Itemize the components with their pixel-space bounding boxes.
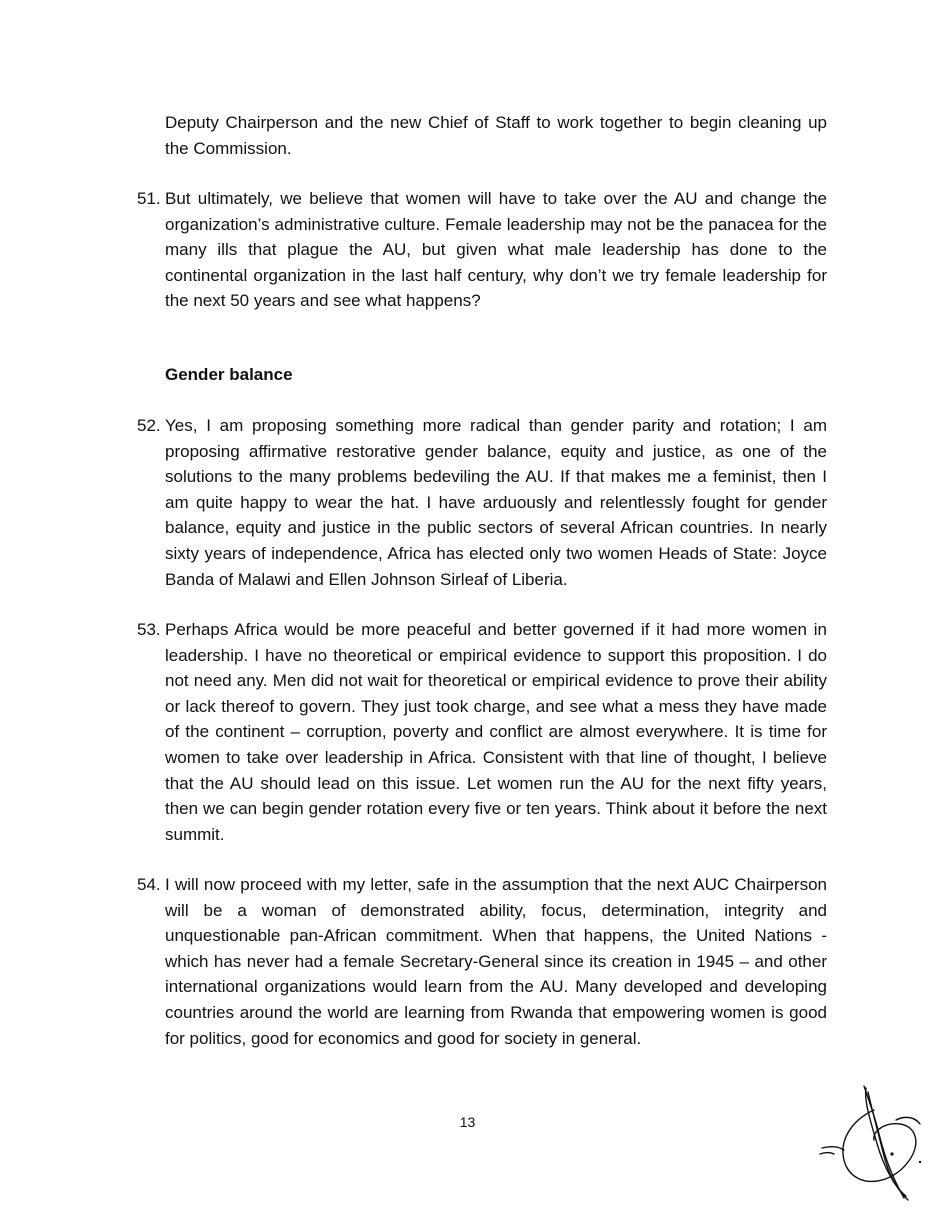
paragraph-text: Perhaps Africa would be more peaceful and better governed if it had more women in leadership. I have no theoretical or empirical evidence to support this proposition. I do not need any. Men did not wait for theoretical or empirical evidence to prove their ability or lack thereof to govern. They just took charge, and see what a mess they have made of the continent – corruption, poverty and conflict are almost everywhere. It is time for women to take over leadership in Africa. Consistent with that line of thought, I believe that the AU should lead on this issue. Let women run the AU for the next fifty years, then we can begin gender rotation every five or ten years. Think about it before the next summit. (165, 620, 827, 844)
paragraph-number: 53. (137, 620, 161, 639)
paragraph-number: 51. (137, 189, 161, 208)
paragraph-number: 54. (137, 875, 161, 894)
section-heading: Gender balance (165, 365, 293, 384)
page-number: 13 (459, 1114, 476, 1130)
numbered-paragraph-54 (137, 872, 827, 1051)
paragraph-text: Yes, I am proposing something more radical than gender parity and rotation; I am proposing affirmative restorative gender balance, equity and justice, as one of the solutions to the many problems bedeviling the AU. If that makes me a feminist, then I am quite happy to wear the hat. I have arduously and relentlessly fought for gender balance, equity and justice in the public sectors of several African countries. In nearly sixty years of independence, Africa has elected only two women Heads of State: Joyce Banda of Malawi and Ellen Johnson Sirleaf of Liberia. (165, 416, 827, 589)
continuation-paragraph: Deputy Chairperson and the new Chief of Staff to work together to begin cleaning up the Commission. (165, 113, 827, 158)
paragraph-text: But ultimately, we believe that women will have to take over the AU and change the organization’s administrative culture. Female leadership may not be the panacea for the many ills that plague the AU, but given what male leadership has done to the continental organization in the last half century, why don’t we try female leadership for the next 50 years and see what happens? (165, 189, 827, 311)
numbered-paragraph-52 (137, 413, 827, 592)
paragraph-text: I will now proceed with my letter, safe in the assumption that the next AUC Chairperson will be a woman of demonstrated ability, focus, determination, integrity and unquestionable pan-African commitment. When that happens, the United Nations - which has never had a female Secretary-General since its creation in 1945 – and other international organizations would learn from the AU. Many developed and developing countries around the world are learning from Rwanda that empowering women is good for politics, good for economics and good for society in general. (165, 875, 827, 1048)
numbered-paragraph-53 (137, 617, 827, 847)
paragraph-number: 52. (137, 416, 161, 435)
numbered-paragraph-51 (137, 186, 827, 314)
handwritten-signature-icon (812, 1080, 930, 1204)
